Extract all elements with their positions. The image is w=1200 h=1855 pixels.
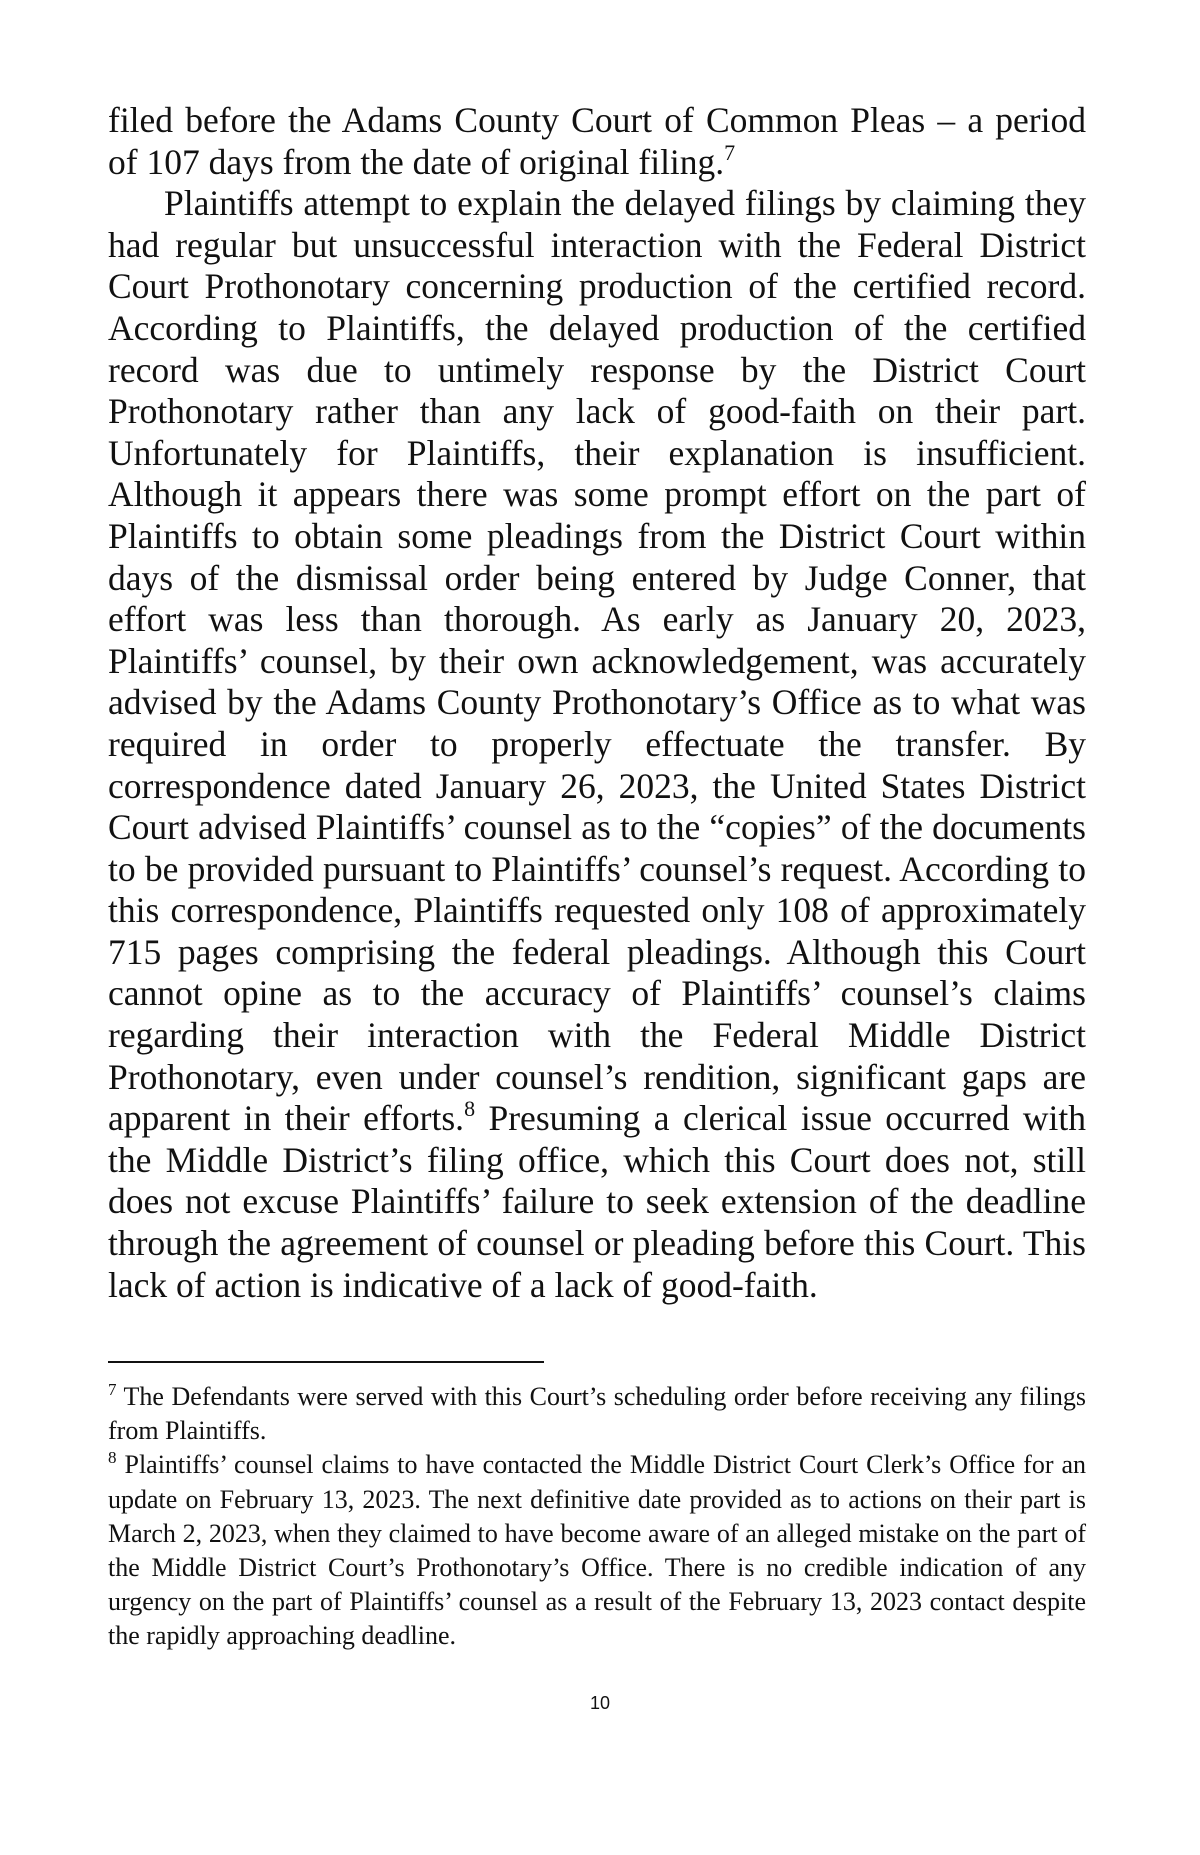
footnote-text: The Defendants were served with this Court’s scheduling order before receiving any filings from Plaintiffs. bbox=[108, 1382, 1086, 1446]
footnotes bbox=[108, 1380, 1086, 1654]
page-number: 10 bbox=[589, 1693, 611, 1713]
paragraph-1-text: filed before the Adams County Court of Common Pleas – a period of 107 days from the date of original filing. bbox=[108, 100, 1086, 182]
footnote-separator bbox=[108, 1361, 544, 1363]
footnote-7 bbox=[108, 1380, 1086, 1448]
body-text bbox=[108, 100, 1086, 1306]
paragraph-2-text-part-2: Presuming a clerical issue occurred with the Middle District’s filing office, which this Court does not, still does not excuse Plaintiffs’ failure to seek extension of the deadline through the agreement of counsel or pleading before this Court. This lack of action is indicative of a lack of good-faith. bbox=[108, 1098, 1086, 1305]
footnote-reference-8: 8 bbox=[464, 1096, 476, 1122]
paragraph-1 bbox=[108, 100, 1086, 183]
paragraph-2-text-part-1: Plaintiffs attempt to explain the delayed filings by claiming they had regular but unsuccessful interaction with the Federal District Court Prothonotary concerning production of the certified record. According to Plaintiffs, the delayed production of the certified record was due to untimely response by the District Court Prothonotary rather than any lack of good-faith on their part. Unfortunately for Plaintiffs, their explanation is insufficient. Although it appears there was some prompt effort on the part of Plaintiffs to obtain some pleadings from the District Court within days of the dismissal order being entered by Judge Conner, that effort was less than thorough. As early as January 20, 2023, Plaintiffs’ counsel, by their own acknowledgement, was accurately advised by the Adams County Prothonotary’s Office as to what was required in order to properly effectuate the transfer. By correspondence dated January 26, 2023, the United States District Court advised Plaintiffs’ counsel as to the “copies” of the documents to be provided pursuant to Plaintiffs’ counsel’s request. According to this correspondence, Plaintiffs requested only 108 of approximately 715 pages comprising the federal pleadings. Although this Court cannot opine as to the accuracy of Plaintiffs’ counsel’s claims regarding their interaction with the Federal Middle District Prothonotary, even under counsel’s rendition, significant gaps are apparent in their efforts. bbox=[108, 183, 1086, 1139]
footnote-reference-7: 7 bbox=[724, 139, 736, 165]
footnote-text: Plaintiffs’ counsel claims to have contacted the Middle District Court Clerk’s Office for an update on February 13, 2023. The next definitive date provided as to actions on their part is March 2, 2023, when they claimed to have become aware of an alleged mistake on the part of the Middle District Court’s Prothonotary’s Office. There is no credible indication of any urgency on the part of Plaintiffs’ counsel as a result of the February 13, 2023 contact despite the rapidly approaching deadline. bbox=[108, 1450, 1086, 1651]
document-page bbox=[108, 100, 1086, 1306]
footnote-mark: 8 bbox=[108, 1448, 117, 1468]
paragraph-2 bbox=[108, 183, 1086, 1306]
footnote-8 bbox=[108, 1448, 1086, 1653]
footnote-mark: 7 bbox=[108, 1380, 117, 1399]
